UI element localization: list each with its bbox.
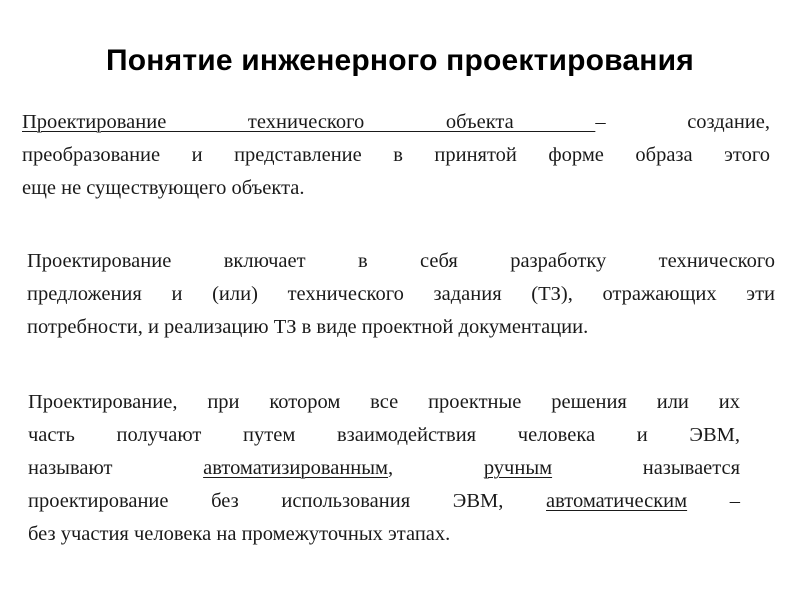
definition-line-2: преобразование и представление в принятой форме образа этого xyxy=(22,144,770,166)
automation-line-4-dash: – xyxy=(729,490,741,512)
automation-line-3 xyxy=(28,452,740,485)
scope-line-3: потребности, и реализацию ТЗ в виде проектной документации. xyxy=(27,316,589,338)
term-automated-word: автоматизированным xyxy=(203,457,389,479)
automation-line-4 xyxy=(28,485,740,518)
definition-paragraph xyxy=(22,106,770,205)
automation-line-1: Проектирование, при котором все проектные решения или их xyxy=(28,391,740,413)
scope-line-1: Проектирование включает в себя разработку технического xyxy=(27,250,775,272)
slide-title: Понятие инженерного проектирования xyxy=(106,44,694,77)
defined-term: Проектирование технического объекта xyxy=(22,111,596,133)
automation-paragraph xyxy=(28,386,740,551)
automation-line-5: без участия человека на промежуточных этапах. xyxy=(28,523,451,545)
definition-line-3: еще не существующего объекта. xyxy=(22,177,305,199)
scope-line-2: предложения и (или) технического задания (ТЗ), отражающих эти xyxy=(27,283,775,305)
automation-line-4-a: проектирование без использования ЭВМ, xyxy=(28,490,504,512)
automation-line-3-c: называется xyxy=(642,457,741,479)
term-automatic: автоматическим xyxy=(546,490,688,512)
term-manual: ручным xyxy=(483,457,553,479)
definition-line-1 xyxy=(22,106,770,139)
definition-line-1-rest: – создание, xyxy=(595,111,770,133)
term-automated-comma: , xyxy=(388,457,394,479)
automation-line-2: часть получают путем взаимодействия человека и ЭВМ, xyxy=(28,424,740,446)
term-automated xyxy=(203,457,393,479)
scope-paragraph xyxy=(27,245,775,344)
automation-line-3-a: называют xyxy=(28,457,113,479)
